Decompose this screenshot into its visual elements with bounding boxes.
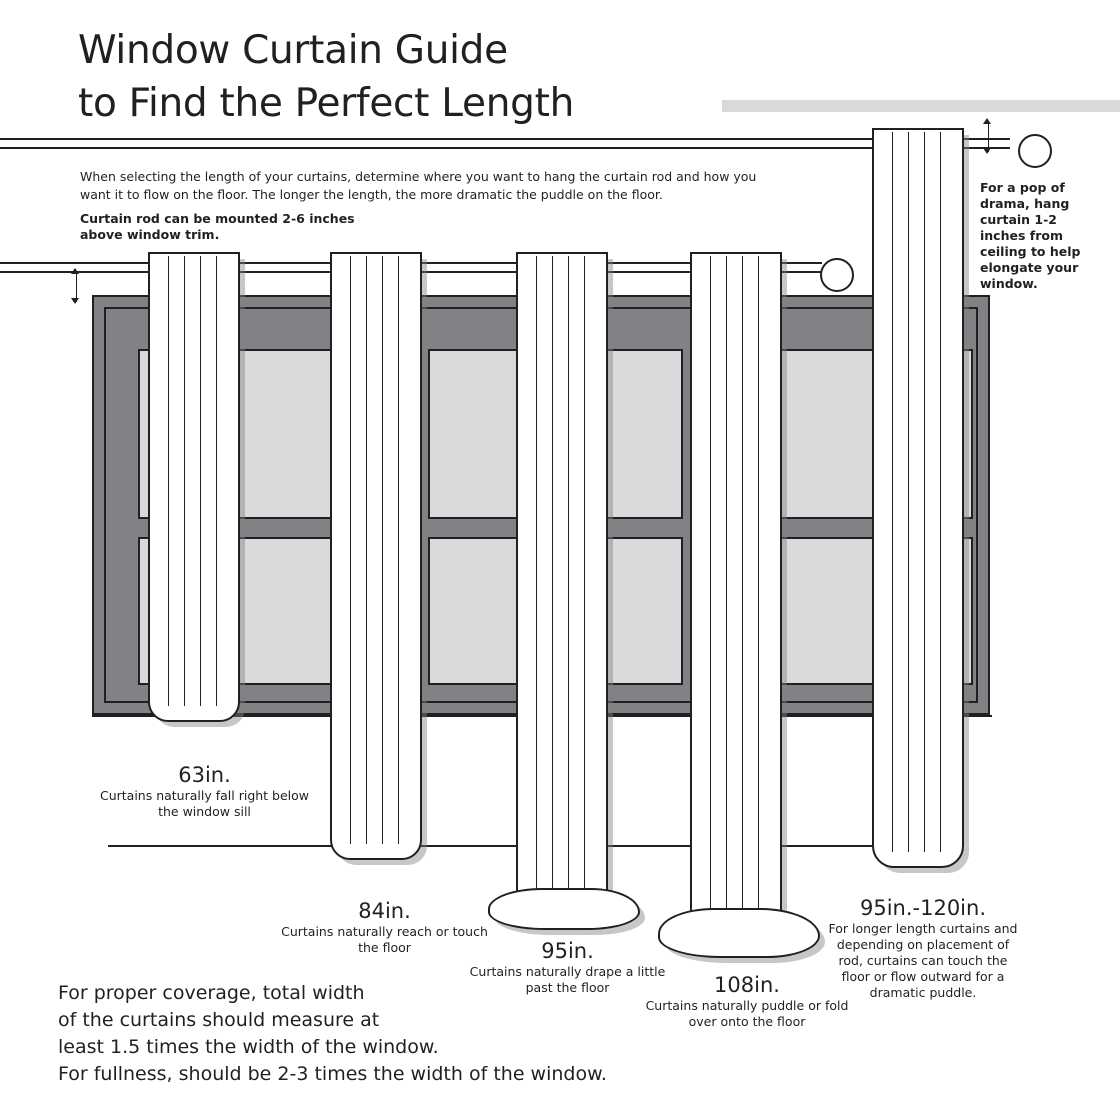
curtain-fold [742, 256, 743, 926]
curtain-fold [398, 256, 399, 844]
length-description: Curtains naturally reach or touch the floor [281, 924, 488, 955]
curtain-panel-108in [690, 252, 782, 942]
page-title-line-2: to Find the Perfect Length [78, 81, 574, 126]
measure-arrow-icon-up [983, 118, 991, 124]
curtain-fold [366, 256, 367, 844]
measure-arrow-icon-down [983, 148, 991, 154]
curtain-panel-120in [872, 128, 964, 868]
coverage-note-line-3: least 1.5 times the width of the window. [58, 1036, 439, 1058]
measure-arrow-icon-down [71, 298, 79, 304]
ceiling-hang-note: For a pop of drama, hang curtain 1-2 inches from ceiling to help elongate your window. [980, 180, 1081, 291]
curtain-puddle-95in [488, 888, 640, 930]
curtain-panel-63in [148, 252, 240, 722]
length-label-95-120in [828, 895, 1018, 1001]
curtain-fold [382, 256, 383, 844]
coverage-note-line-1: For proper coverage, total width [58, 982, 365, 1004]
curtain-rod-ceiling [0, 138, 1010, 149]
curtain-fold [758, 256, 759, 926]
curtain-fold [710, 256, 711, 926]
measure-arrow-icon-up [71, 268, 79, 274]
curtain-fold [552, 256, 553, 896]
coverage-note [58, 980, 718, 1088]
length-value: 63in. [178, 763, 231, 787]
intro-paragraph: When selecting the length of your curtains, determine where you want to hang the curtain rod and how you want it to flow on the floor. The longer the length, the more dramatic the puddle on the floor. [80, 169, 757, 202]
curtain-fold [184, 256, 185, 706]
curtain-fold [200, 256, 201, 706]
curtain-fold [584, 256, 585, 896]
curtain-fold [168, 256, 169, 706]
finial-icon-middle [820, 258, 854, 292]
curtain-fold [924, 132, 925, 852]
curtain-fold [892, 132, 893, 852]
finial-icon-top [1018, 134, 1052, 168]
coverage-note-line-4: For fullness, should be 2-3 times the width of the window. [58, 1063, 607, 1085]
curtain-fold [536, 256, 537, 896]
length-value: 95in. [541, 939, 594, 963]
curtain-puddle-108in [658, 908, 820, 958]
curtain-fold [908, 132, 909, 852]
length-value: 84in. [358, 899, 411, 923]
length-description: For longer length curtains and depending on placement of rod, curtains can touch the floor or flow outward for a dramatic puddle. [828, 921, 1018, 1000]
page-title-line-1: Window Curtain Guide [78, 28, 508, 73]
title-accent-bar [722, 100, 1120, 112]
page-title [78, 24, 738, 130]
length-value: 95in.-120in. [859, 896, 987, 920]
curtain-panel-95in [516, 252, 608, 912]
coverage-note-line-2: of the curtains should measure at [58, 1009, 380, 1031]
length-value: 108in. [714, 973, 780, 997]
length-description: Curtains naturally drape a little past the floor [469, 964, 666, 995]
curtain-panel-84in [330, 252, 422, 860]
curtain-fold [216, 256, 217, 706]
curtain-fold [350, 256, 351, 844]
length-label-63in [92, 762, 317, 820]
curtain-fold [568, 256, 569, 896]
length-description: Curtains naturally puddle or fold over onto the floor [645, 998, 849, 1029]
length-description: Curtains naturally fall right below the window sill [99, 788, 310, 819]
rod-mounting-note: Curtain rod can be mounted 2-6 inches above window trim. [80, 211, 355, 242]
curtain-fold [726, 256, 727, 926]
curtain-fold [940, 132, 941, 852]
